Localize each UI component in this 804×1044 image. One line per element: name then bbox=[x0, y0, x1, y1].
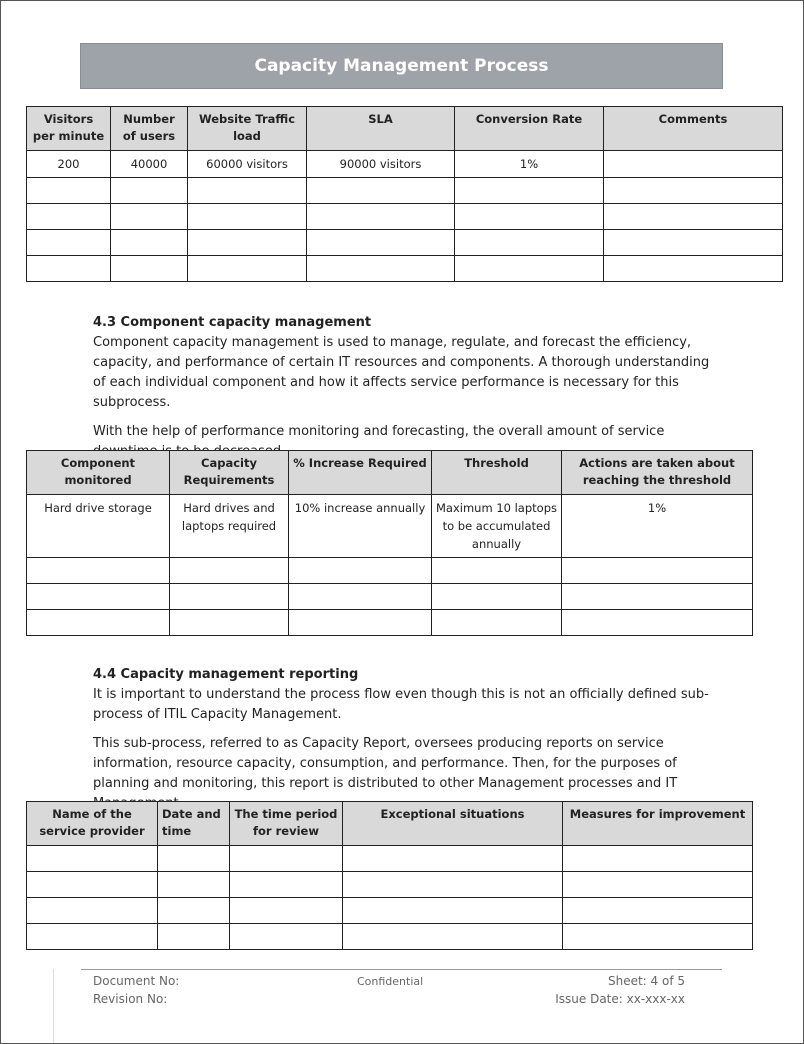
section-capacity-reporting bbox=[93, 665, 723, 823]
table-cell bbox=[27, 178, 111, 204]
table-cell bbox=[111, 204, 188, 230]
section-component-capacity bbox=[93, 313, 723, 471]
table-cell bbox=[455, 178, 604, 204]
table-cell bbox=[230, 924, 343, 950]
table-cell: 40000 bbox=[111, 151, 188, 178]
reporting-table bbox=[26, 801, 753, 950]
table-cell bbox=[158, 924, 230, 950]
table-row bbox=[27, 495, 753, 558]
table-cell bbox=[27, 610, 170, 636]
table-header-cell: Name of the service provider bbox=[27, 802, 158, 846]
table-cell bbox=[604, 178, 783, 204]
table-cell bbox=[111, 178, 188, 204]
table-row bbox=[27, 872, 753, 898]
component-table bbox=[26, 450, 753, 636]
table-header-cell: Visitors per minute bbox=[27, 107, 111, 151]
table-cell bbox=[307, 178, 455, 204]
table-header-cell: Date and time bbox=[158, 802, 230, 846]
table-cell bbox=[27, 846, 158, 872]
table-cell bbox=[455, 256, 604, 282]
table-cell bbox=[563, 846, 753, 872]
paragraph: Component capacity management is used to manage, regulate, and forecast the efficiency, capacity, and performance of certain IT resources and components. A thorough understanding of each individual component and how it affects service performance is necessary for this subprocess. bbox=[93, 335, 710, 410]
table-header-cell: SLA bbox=[307, 107, 455, 151]
table-row bbox=[27, 924, 753, 950]
table-cell bbox=[27, 584, 170, 610]
table-cell bbox=[307, 256, 455, 282]
table-cell bbox=[27, 872, 158, 898]
table-cell bbox=[158, 898, 230, 924]
table-cell bbox=[604, 151, 783, 178]
table-row bbox=[27, 204, 783, 230]
table-cell bbox=[289, 610, 432, 636]
table-cell bbox=[289, 584, 432, 610]
table-header-cell: Number of users bbox=[111, 107, 188, 151]
page-title: Capacity Management Process bbox=[254, 56, 549, 76]
footer-document-no: Document No: bbox=[93, 974, 180, 988]
table-row bbox=[27, 256, 783, 282]
table-cell bbox=[307, 230, 455, 256]
table-row bbox=[27, 230, 783, 256]
table-cell bbox=[563, 924, 753, 950]
table-cell bbox=[27, 256, 111, 282]
table-cell bbox=[562, 558, 753, 584]
table-header-cell: Comments bbox=[604, 107, 783, 151]
table-cell: 200 bbox=[27, 151, 111, 178]
table-row bbox=[27, 151, 783, 178]
table-cell bbox=[188, 204, 307, 230]
table-cell bbox=[455, 204, 604, 230]
table-header-cell: Threshold bbox=[432, 451, 562, 495]
table-cell bbox=[307, 204, 455, 230]
table-header-cell: % Increase Required bbox=[289, 451, 432, 495]
table-cell bbox=[170, 584, 289, 610]
table-cell bbox=[27, 898, 158, 924]
table-cell: Maximum 10 laptops to be accumulated annually bbox=[432, 495, 562, 558]
table-header-cell: Measures for improvement bbox=[563, 802, 753, 846]
table-cell bbox=[188, 230, 307, 256]
table-cell bbox=[158, 872, 230, 898]
table-cell bbox=[158, 846, 230, 872]
table-cell bbox=[27, 558, 170, 584]
section-heading: 4.3 Component capacity management bbox=[93, 315, 372, 330]
table-cell bbox=[343, 898, 563, 924]
traffic-table bbox=[26, 106, 783, 282]
footer-revision-no: Revision No: bbox=[93, 992, 168, 1006]
table-cell bbox=[563, 898, 753, 924]
table-cell bbox=[455, 230, 604, 256]
table-cell bbox=[604, 204, 783, 230]
table-cell bbox=[562, 610, 753, 636]
table-cell bbox=[111, 256, 188, 282]
paragraph: With the help of performance monitoring and forecasting, the overall amount of service bbox=[93, 424, 665, 439]
table-cell bbox=[562, 584, 753, 610]
table-cell bbox=[563, 872, 753, 898]
table-cell: 1% bbox=[455, 151, 604, 178]
table-header-cell: Component monitored bbox=[27, 451, 170, 495]
table-row bbox=[27, 558, 753, 584]
table-cell bbox=[111, 230, 188, 256]
title-banner bbox=[80, 43, 723, 89]
table-cell bbox=[230, 872, 343, 898]
table-row bbox=[27, 610, 753, 636]
footer-divider bbox=[81, 969, 722, 970]
table-cell bbox=[343, 872, 563, 898]
table-row bbox=[27, 584, 753, 610]
table-cell bbox=[188, 256, 307, 282]
paragraph: This sub-process, referred to as Capacity Report, oversees producing reports on service information, resource capacity, consumption, and performance. Then, for the purposes of planning and monitoring, this report is distributed to other Management processes and IT bbox=[93, 736, 678, 791]
margin-rule bbox=[53, 969, 54, 1043]
table-header-cell: Website Traffic load bbox=[188, 107, 307, 151]
table-cell bbox=[230, 846, 343, 872]
paragraph: It is important to understand the process flow even though this is not an officially defined sub-process of ITIL Capacity Management. bbox=[93, 687, 709, 722]
table-cell bbox=[432, 610, 562, 636]
table-cell bbox=[343, 846, 563, 872]
table-header-cell: Capacity Requirements bbox=[170, 451, 289, 495]
table-cell bbox=[604, 256, 783, 282]
table-cell: Hard drives and laptops required bbox=[170, 495, 289, 558]
footer-sheet: Sheet: 4 of 5 bbox=[607, 974, 685, 988]
table-cell bbox=[343, 924, 563, 950]
table-cell bbox=[27, 924, 158, 950]
table-cell bbox=[289, 558, 432, 584]
table-cell bbox=[170, 558, 289, 584]
section-heading: 4.4 Capacity management reporting bbox=[93, 667, 359, 682]
table-cell: 60000 visitors bbox=[188, 151, 307, 178]
footer-issue-date: Issue Date: xx-xxx-xx bbox=[555, 992, 685, 1006]
table-cell bbox=[432, 558, 562, 584]
table-cell: Hard drive storage bbox=[27, 495, 170, 558]
table-cell: 1% bbox=[562, 495, 753, 558]
footer-confidential: Confidential bbox=[357, 975, 424, 988]
table-cell bbox=[432, 584, 562, 610]
table-cell: 10% increase annually bbox=[289, 495, 432, 558]
table-cell bbox=[170, 610, 289, 636]
table-header-cell: Exceptional situations bbox=[343, 802, 563, 846]
table-cell bbox=[188, 178, 307, 204]
table-row bbox=[27, 898, 753, 924]
table-header-cell: Actions are taken about reaching the threshold bbox=[562, 451, 753, 495]
table-cell bbox=[230, 898, 343, 924]
table-header-cell: Conversion Rate bbox=[455, 107, 604, 151]
table-header-cell: The time period for review bbox=[230, 802, 343, 846]
table-cell bbox=[27, 204, 111, 230]
table-cell bbox=[604, 230, 783, 256]
table-row bbox=[27, 846, 753, 872]
table-cell bbox=[27, 230, 111, 256]
table-row bbox=[27, 178, 783, 204]
table-cell: 90000 visitors bbox=[307, 151, 455, 178]
